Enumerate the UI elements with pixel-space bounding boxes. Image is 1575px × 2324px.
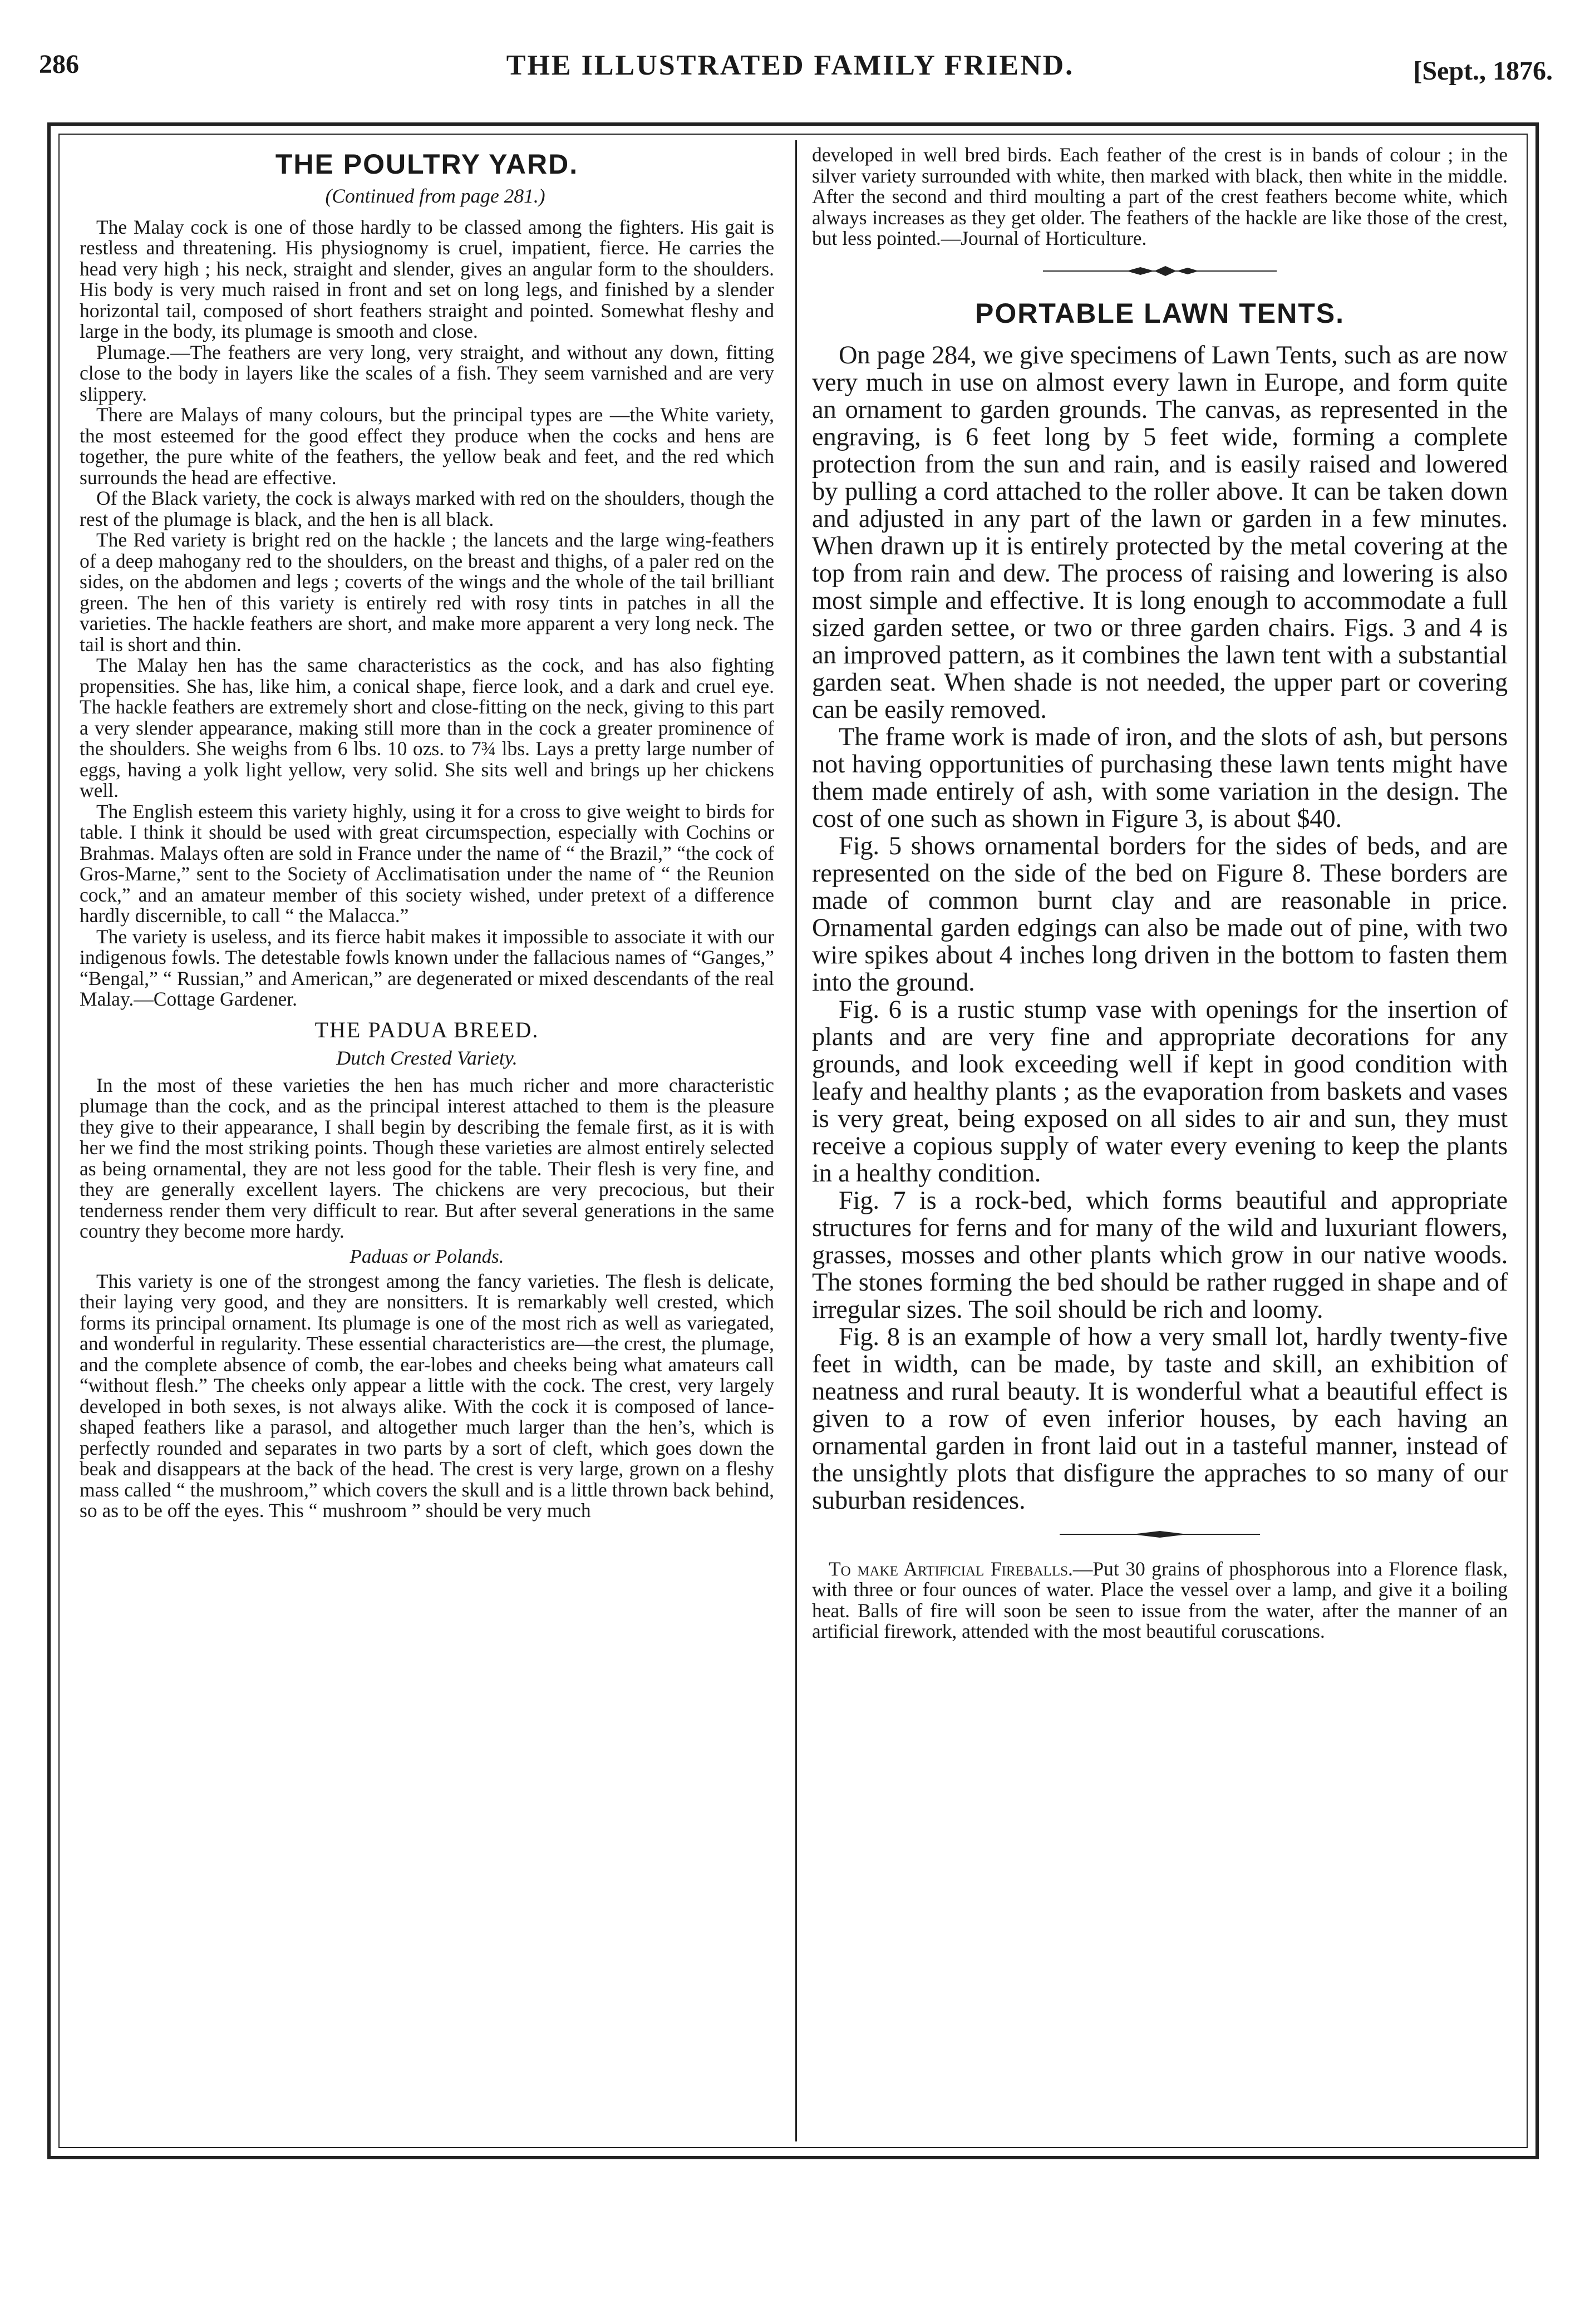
page-header bbox=[39, 49, 1553, 88]
left-column bbox=[80, 145, 774, 2141]
frame-inner-border bbox=[58, 134, 1528, 2148]
carryover-block bbox=[812, 145, 1508, 249]
paragraph: The Malay hen has the same characteristics as the cock, and has also fighting propensities. She has, like him, a conical shape, fierce look, and a dark and cruel eye. The hackle feathers are extremely short and close-fitting on the neck, giving to this part a very slender appearance, making still more than in the cock a greater prominence of the shoulders. She weighs from 6 lbs. 10 ozs. to 7¾ lbs. Lays a pretty large number of eggs, having a yolk light yellow, very solid. She sits well and brings up her chickens well. bbox=[80, 654, 774, 801]
paragraph: The variety is useless, and its fierce habit makes it impossible to associate it with our indigenous fowls. The detestable fowls known under the fallacious names of “Ganges,” “Bengal,” “ Russian,” and American,” are degenerated or mixed descendants of the real Malay.—Cottage Gardener. bbox=[80, 925, 774, 1010]
paragraph: Fig. 7 is a rock-bed, which forms beautiful and appropriate structures for ferns and for many of the wild and luxuriant flowers, grasses, mosses and other plants which grow in our native woods. The stones forming the bed should be rather rugged in shape and of irregular sizes. The soil should be rich and loomy. bbox=[812, 1186, 1508, 1324]
paragraph: This variety is one of the strongest among the fancy varieties. The flesh is delicate, their laying very good, and they are nonsitters. It is remarkably well crested, which forms its principal ornament. Its plumage is one of the most rich as well as variegated, and wonderful in regularity. These essential characteristics are—the crest, the plumage, and the complete absence of comb, the ear-lobes and cheeks being what amateurs call “without flesh.” The cheeks only appear a little with the cock. The crest, very largely developed in both sexes, is not always alike. With the cock it is composed of lance-shaped feathers like a parasol, and altogether much larger than the hen’s, which is perfectly rounded and separates in two parts by a sort of cleft, which goes down the beak and disappears at the back of the head. The crest is very large, grown on a fleshy mass called “ the mushroom,” which covers the skull and is a little thrown back behind, so as to be off the eyes. This “ mushroom ” should be very much bbox=[80, 1269, 774, 1522]
ornamental-rule bbox=[1043, 265, 1277, 277]
continued-note: (Continued from page 281.) bbox=[325, 185, 545, 207]
column-divider bbox=[795, 140, 797, 2141]
lawn-tents-heading: PORTABLE LAWN TENTS. bbox=[974, 297, 1345, 329]
lawn-tents-body bbox=[812, 342, 1508, 1514]
right-column bbox=[812, 145, 1508, 2141]
paragraph: Plumage.—The feathers are very long, very straight, and without any down, fitting close to the body in layers like the scales of a fish. They seem varnished and are very slippery. bbox=[80, 341, 774, 405]
paragraph: The English esteem this variety highly, using it for a cross to give weight to birds for table. I think it should be used with great circumspection, especially with Cochins or Brahmas. Malays often are sold in France under the name of “ the Brazil,” “the cock of Gros-Marne,” sent to the Society of Acclimatisation under the name of “ the Reunion cock,” and an amateur member of this society wished, under pretext of a difference hardly discernible, to call “ the Malacca.” bbox=[80, 800, 774, 927]
padua-breed-heading: THE PADUA BREED. bbox=[314, 1017, 539, 1042]
paragraph: In the most of these varieties the hen has much richer and more characteristic plumage than the cock, and as the principal interest attached to them is the pleasure they give to their appearance, I shall begin by describing the female first, as it is with her we find the most striking points. Though these varieties are almost entirely selected as being ornamental, they are not less good for the table. Their flesh is very fine, and they are generally excellent layers. The chickens are very precocious, but their tenderness render them very difficult to rear. But after several generations in the same country they become more hardy. bbox=[80, 1074, 774, 1242]
paragraph: The frame work is made of iron, and the slots of ash, but persons not having opportunities of purchasing these lawn tents might have them made entirely of ash, with some variation in the design. The cost of one such as shown in Figure 3, is about $40. bbox=[812, 722, 1508, 833]
paragraph: Fig. 6 is a rustic stump vase with openings for the insertion of plants and are very fine and appropriate decorations for any grounds, and look exceeding well if kept in good condition with leafy and healthy plants ; as the evaporation from baskets and vases is very great, being exposed on all sides to air and sun, they must receive a copious supply of water every evening to keep the plants in a healthy condition. bbox=[812, 995, 1508, 1188]
paragraph: There are Malays of many colours, but the principal types are —the White variety, the most esteemed for the good effect they produce when the cocks and hens are together, the pure white of the feathers, the yellow beak and feet, and the red which surrounds the head are effective. bbox=[80, 403, 774, 489]
paragraph: Of the Black variety, the cock is always marked with red on the shoulders, though the rest of the plumage is black, and the hen is all black. bbox=[80, 487, 774, 530]
paragraph: The Malay cock is one of those hardly to be classed among the fighters. His gait is restless and threatening. His physiognomy is cruel, impatient, fierce. He carries the head very high ; his neck, straight and slender, gives an angular form to the shoulders. His body is very much raised in front and set on long legs, and finished by a slender horizontal tail, composed of short feathers straight and pointed. Somewhat fleshy and large in the body, its plumage is smooth and close. bbox=[80, 215, 774, 342]
fireballs-title: To make Artificial Fireballs. bbox=[829, 1557, 1073, 1580]
padua-breed-subheading: Dutch Crested Variety. bbox=[336, 1046, 518, 1069]
ornamental-rule bbox=[1060, 1530, 1260, 1539]
carryover-paragraph: developed in well bred birds. Each feather of the crest is in bands of colour ; in the silver variety surrounded with white, then marked with black, then white in the middle. After the second and third moulting a part of the crest feathers become white, which always increases as they get older. The feathers of the hackle are like those of the crest, but less pointed.—Journal of Horticulture. bbox=[812, 145, 1508, 249]
running-title: THE ILLUSTRATED FAMILY FRIEND. bbox=[506, 50, 1075, 81]
fireballs-body: —Put 30 grains of phosphorous into a Florence flask, with three or four ounces of water. Place the vessel over a lamp, and give it a boiling heat. Balls of fire will soon be seen to issue from the water, after the manner of an artificial firework, attended with the most beautiful coruscations. bbox=[812, 1557, 1508, 1642]
paragraph: The Red variety is bright red on the hackle ; the lancets and the large wing-feathers of a deep mahogany red to the shoulders, on the breast and thighs, of a paler red on the sides, on the abdomen and legs ; coverts of the wings and the whole of the tail brilliant green. The hen of this variety is entirely red with rosy tints in patches in all the varieties. The hackle feathers are short, and make more apparent a very long neck. The tail is short and thin. bbox=[80, 529, 774, 656]
paragraph: On page 284, we give specimens of Lawn Tents, such as are now very much in use on almost every lawn in Europe, and form quite an ornament to garden grounds. The canvas, as represented in the engraving, is 6 feet long by 5 feet wide, forming a complete protection from the sun and rain, and is easily raised and lowered by pulling a cord attached to the roller above. It can be taken down and adjusted in any part of the lawn or garden in a few minutes. When drawn up it is entirely protected by the metal covering at the top from rain and dew. The process of raising and lowering is also most simple and effective. It is long enough to accommodate a full sized garden settee, or two or three garden chairs. Figs. 3 and 4 is an improved pattern, as it combines the lawn tent with a substantial garden seat. When shade is not needed, the upper part or covering can be easily removed. bbox=[812, 341, 1508, 724]
issue-date: [Sept., 1876. bbox=[1413, 56, 1553, 86]
fireballs-paragraph bbox=[812, 1559, 1508, 1642]
poultry-yard-heading: THE POULTRY YARD. bbox=[275, 149, 579, 180]
paragraph: Fig. 5 shows ornamental borders for the sides of beds, and are represented on the side of the bed on Figure 8. These borders are made of common burnt clay and are reasonable in price. Ornamental garden edgings can also be made out of pine, with two wire spikes about 4 inches long driven in the bottom to fasten them into the ground. bbox=[812, 831, 1508, 997]
paduas-heading: Paduas or Polands. bbox=[350, 1245, 504, 1267]
fireballs-note bbox=[812, 1559, 1508, 1642]
page-number: 286 bbox=[39, 50, 79, 79]
page-frame bbox=[47, 122, 1539, 2159]
paragraph: Fig. 8 is an example of how a very small lot, hardly twenty-five feet in width, can be made, by taste and skill, an exhibition of neatness and rural beauty. It is wonderful what a beautiful effect is given to a row of even inferior houses, by each having an ornamental garden in front laid out in a tasteful manner, instead of the unsightly plots that disfigure the appraches to so many of our suburban residences. bbox=[812, 1322, 1508, 1515]
